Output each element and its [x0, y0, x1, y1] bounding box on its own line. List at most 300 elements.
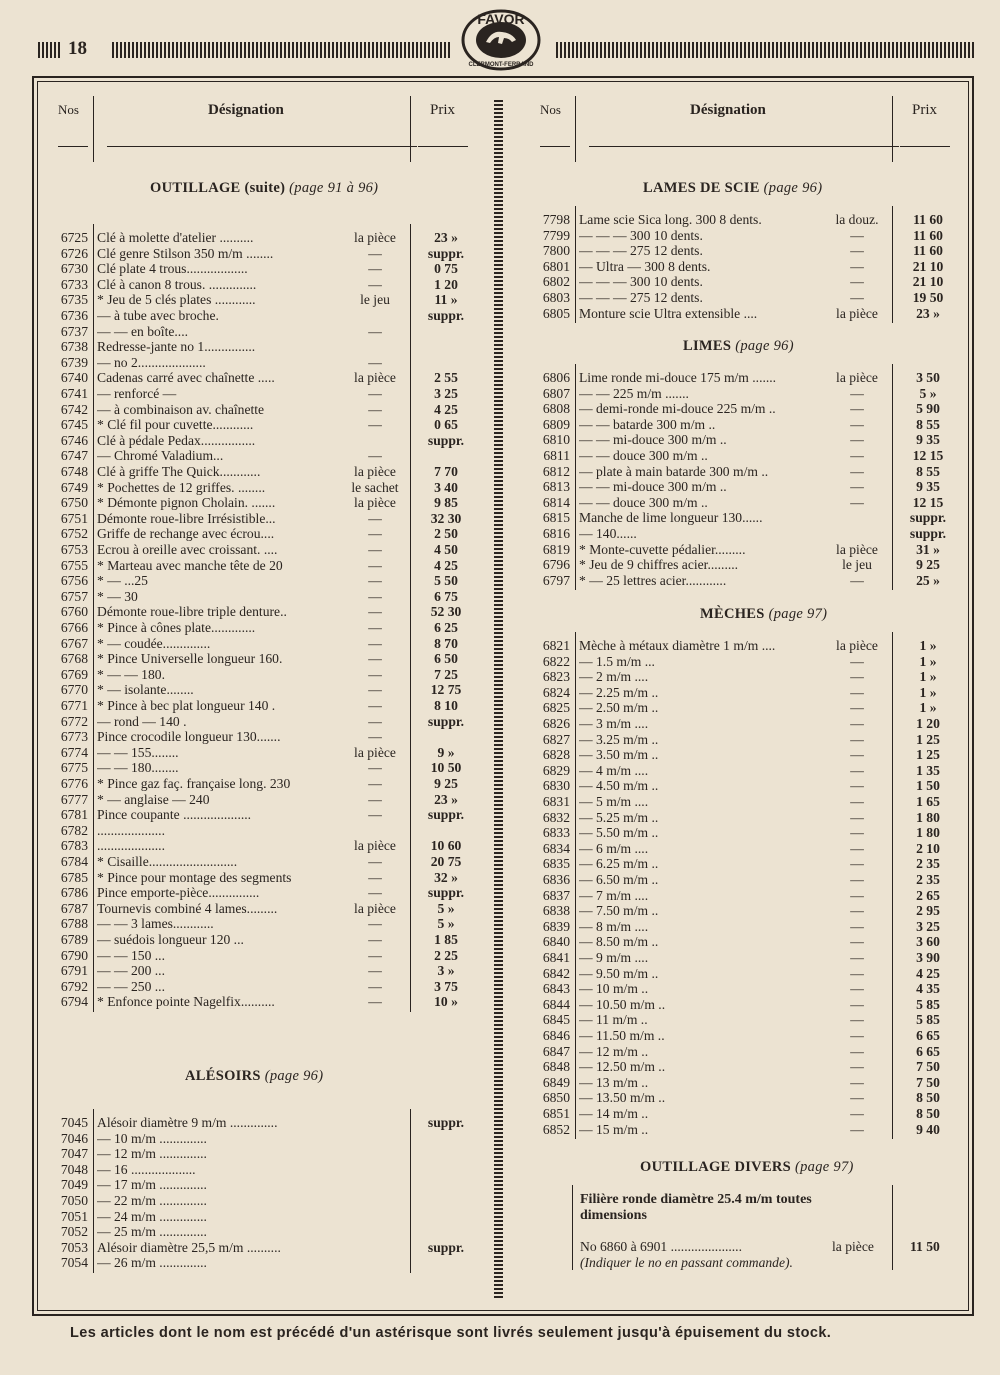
row-number: 6742: [60, 401, 88, 417]
row-price: 8 10: [434, 698, 458, 713]
row-unit: —: [368, 932, 382, 947]
row-number: 6747: [60, 448, 88, 464]
row-number: 7048: [60, 1161, 88, 1177]
row-number: 6733: [60, 276, 88, 292]
row-unit: —: [850, 825, 864, 841]
row-number: 6769: [60, 666, 88, 682]
row-price: 3 25: [434, 386, 458, 401]
row-designation: — — en boîte....: [97, 323, 188, 339]
row-unit: —: [850, 965, 864, 981]
table-row: [0, 495, 1000, 511]
row-price: 32 »: [434, 869, 458, 885]
row-designation: — 5.50 m/m ..: [579, 825, 659, 841]
row-price: 1 »: [919, 684, 937, 700]
section-title: [640, 1159, 854, 1176]
row-designation: — — 225 m/m .......: [579, 385, 689, 401]
row-price: 1 65: [916, 794, 940, 809]
row-number: 7798: [542, 212, 570, 227]
table-row: [0, 448, 1000, 464]
row-unit: —: [850, 731, 864, 747]
row-number: 6745: [60, 417, 88, 433]
row-unit: —: [850, 872, 864, 887]
row-unit: —: [368, 776, 382, 791]
header-dash: [540, 146, 570, 147]
row-designation: — 25 m/m ..............: [97, 1224, 207, 1240]
table-row: [0, 856, 1000, 872]
row-unit: —: [368, 760, 382, 776]
row-unit: —: [850, 778, 864, 794]
row-designation: — 15 m/m ..: [579, 1121, 649, 1137]
row-number: 6794: [60, 994, 88, 1010]
row-number: 6726: [60, 245, 88, 261]
row-price: 3 »: [437, 963, 455, 979]
row-unit: —: [850, 684, 864, 700]
row-number: 6822: [542, 653, 570, 669]
row-unit: le jeu: [842, 557, 872, 573]
row-designation: Manche de lime longueur 130......: [579, 510, 763, 526]
row-price: 1 20: [916, 716, 940, 731]
table-row: [0, 479, 1000, 495]
row-unit: —: [850, 794, 864, 809]
row-price: 5 90: [916, 401, 940, 417]
row-designation: — 17 m/m ..............: [97, 1177, 207, 1193]
row-unit: —: [368, 635, 382, 651]
row-price: 3 40: [434, 479, 458, 495]
row-price: 1 50: [916, 778, 940, 794]
row-price: 21 10: [912, 258, 944, 274]
row-unit: —: [850, 274, 864, 290]
row-price: 1 »: [919, 700, 937, 716]
section-page-ref: (page 91 à 96): [289, 180, 379, 196]
row-unit: —: [368, 963, 382, 979]
row-unit: —: [368, 448, 382, 464]
row-designation: — 3.25 m/m ..: [579, 731, 659, 747]
row-price: 7 50: [916, 1074, 940, 1090]
row-unit: —: [368, 526, 382, 542]
row-number: 6807: [542, 385, 570, 401]
row-designation: — 5 m/m ....: [579, 794, 649, 809]
row-number: 6826: [542, 716, 570, 731]
row-unit: —: [850, 887, 864, 903]
row-designation: — demi-ronde mi-douce 225 m/m ..: [579, 401, 776, 417]
row-number: 6803: [542, 290, 570, 305]
row-designation: — 6.25 m/m ..: [579, 856, 659, 872]
row-designation: — 2.25 m/m ..: [579, 684, 659, 700]
table-row: [0, 791, 1000, 810]
row-designation: ....................: [97, 838, 165, 854]
row-unit: —: [850, 1106, 864, 1121]
row-unit: —: [850, 981, 864, 997]
row-designation: — 12 m/m ..: [579, 1043, 649, 1059]
table-row: [0, 997, 1000, 1013]
row-number: 6813: [542, 479, 570, 495]
row-designation: — 13 m/m ..: [579, 1074, 649, 1090]
row-unit: —: [368, 807, 382, 823]
row-price: 5 85: [916, 1012, 940, 1028]
row-number: 6746: [60, 432, 88, 448]
row-designation: Lime ronde mi-douce 175 m/m .......: [579, 370, 777, 385]
row-unit: —: [850, 494, 864, 510]
row-unit: —: [368, 651, 382, 667]
row-price: 1 25: [916, 731, 940, 747]
header-price-rule: [410, 96, 411, 162]
row-price: 4 25: [434, 401, 458, 417]
row-unit: —: [850, 1059, 864, 1075]
row-unit: —: [368, 947, 382, 963]
row-price: 23 »: [916, 305, 940, 321]
row-number: 6753: [60, 542, 88, 557]
row-designation: * — anglaise — 240: [97, 791, 210, 807]
row-unit: —: [368, 869, 382, 885]
row-number: 6827: [542, 731, 570, 747]
row-number: 6810: [542, 432, 570, 448]
table-row: [0, 654, 1000, 670]
row-designation: * — — 180.: [97, 666, 165, 682]
row-price: 6 75: [434, 588, 458, 604]
row-number: 7054: [60, 1255, 88, 1271]
header-price-rule: [892, 96, 893, 162]
header-nos: Nos: [540, 102, 561, 117]
row-designation: — 12.50 m/m ..: [579, 1059, 666, 1075]
row-price: 5 »: [437, 900, 455, 916]
page-number: 18: [68, 38, 87, 59]
row-number: 6824: [542, 684, 570, 700]
row-unit: —: [850, 1043, 864, 1059]
row-designation: * Pochettes de 12 griffes. ........: [97, 479, 266, 495]
row-unit: —: [850, 918, 864, 934]
row-unit: —: [850, 385, 864, 401]
row-designation: — 8 m/m ....: [579, 918, 649, 934]
row-designation: — 4.50 m/m ..: [579, 778, 659, 794]
row-designation: — 24 m/m ..............: [97, 1208, 207, 1224]
filiere-price-rule: [892, 1185, 893, 1270]
row-designation: * — ...25: [97, 573, 148, 589]
row-number: 6776: [60, 776, 88, 791]
row-designation: — no 2....................: [97, 354, 206, 370]
row-number: 6833: [542, 825, 570, 841]
table-row: [0, 888, 1000, 904]
row-number: 7049: [60, 1177, 88, 1193]
row-designation: — — 150 ...: [97, 947, 165, 963]
row-unit: —: [850, 716, 864, 731]
row-designation: Lame scie Sica long. 300 8 dents.: [579, 212, 762, 227]
table-row: [0, 934, 1000, 950]
row-unit: —: [850, 243, 864, 259]
row-unit: —: [850, 1012, 864, 1028]
row-number: 6808: [542, 401, 570, 417]
row-designation: — 10.50 m/m ..: [579, 996, 666, 1012]
row-number: 6768: [60, 651, 88, 667]
row-price: suppr.: [427, 885, 465, 901]
row-price: 11 60: [913, 227, 943, 243]
row-number: 6851: [542, 1106, 570, 1121]
row-number: 6829: [542, 762, 570, 778]
row-unit: —: [850, 463, 864, 479]
row-unit: —: [368, 666, 382, 682]
table-row: [0, 1106, 1000, 1122]
row-number: 6757: [60, 588, 88, 604]
row-price: 5 50: [434, 573, 458, 589]
table-row: [0, 355, 1000, 371]
row-price: suppr.: [427, 713, 465, 729]
row-designation: — 6.50 m/m ..: [579, 872, 659, 887]
row-price: 12 75: [430, 682, 462, 698]
row-price: 2 50: [434, 526, 458, 542]
row-price: 7 70: [434, 464, 458, 479]
row-designation: — — 155........: [97, 744, 179, 760]
row-number: 6812: [542, 463, 570, 479]
row-number: 6774: [60, 744, 88, 760]
logo-bottom-text: CLERMONT-FERRAND: [468, 62, 534, 68]
row-number: 7799: [542, 227, 570, 243]
row-number: 6782: [60, 822, 88, 838]
row-number: 6831: [542, 794, 570, 809]
row-number: 6825: [542, 700, 570, 716]
row-number: 6785: [60, 869, 88, 885]
row-designation: Clé genre Stilson 350 m/m ........: [97, 245, 274, 261]
row-designation: * Jeu de 5 clés plates ............: [97, 292, 256, 308]
row-number: 6773: [60, 729, 88, 745]
row-unit: —: [368, 791, 382, 807]
row-price: 9 35: [916, 432, 940, 448]
row-unit: —: [850, 762, 864, 778]
table-row: [0, 778, 1000, 794]
table-row: [0, 259, 1000, 275]
table-row: [0, 810, 1000, 826]
row-number: 6806: [542, 370, 570, 385]
row-designation: Pince coupante ....................: [97, 807, 252, 823]
row-designation: — 1.5 m/m ...: [579, 653, 655, 669]
table-row: [0, 744, 1000, 763]
row-unit: la pièce: [836, 370, 878, 385]
row-unit: —: [368, 729, 382, 745]
row-number: 6850: [542, 1090, 570, 1106]
table-row: [0, 386, 1000, 402]
row-designation: * Clé fil pour cuvette............: [97, 417, 254, 433]
header-dash: [589, 146, 899, 147]
row-designation: — — — 300 10 dents.: [579, 227, 703, 243]
row-price: 1 80: [916, 825, 940, 841]
row-price: 5 85: [916, 996, 940, 1012]
row-designation: Démonte roue-libre triple denture..: [97, 604, 287, 620]
row-unit: —: [368, 604, 382, 620]
section-page-ref: (page 96): [264, 1068, 324, 1084]
row-number: 7046: [60, 1130, 88, 1146]
row-price: 3 75: [434, 978, 458, 994]
section-title-suffix: (suite): [240, 180, 290, 196]
row-designation: * Cisaille..........................: [97, 854, 238, 869]
row-price: 25 »: [916, 572, 940, 588]
row-number: 6786: [60, 885, 88, 901]
row-number: 6816: [542, 526, 570, 541]
row-number: 6805: [542, 305, 570, 321]
filiere-line2: dimensions: [580, 1208, 647, 1223]
row-designation: Ecrou à oreille avec croissant. ....: [97, 542, 278, 557]
row-number: 6750: [60, 495, 88, 511]
row-price: 32 30: [430, 510, 462, 526]
row-number: 6777: [60, 791, 88, 807]
row-designation: * Monte-cuvette pédalier.........: [579, 541, 746, 557]
header-nos: Nos: [58, 102, 79, 117]
row-designation: Cadenas carré avec chaînette .....: [97, 370, 275, 386]
table-row: [0, 869, 1000, 888]
row-designation: Alésoir diamètre 25,5 m/m ..........: [97, 1239, 281, 1255]
row-designation: Griffe de rechange avec écrou....: [97, 526, 275, 542]
page-header: [0, 0, 1000, 80]
row-unit: la pièce: [354, 370, 396, 386]
row-price: 9 35: [916, 479, 940, 495]
row-number: 7047: [60, 1146, 88, 1162]
row-designation: — 3.50 m/m ..: [579, 747, 659, 763]
row-price: 2 55: [434, 370, 458, 386]
table-row: [0, 1044, 1000, 1060]
section-title-text: OUTILLAGE DIVERS: [640, 1159, 792, 1175]
table-row: [0, 713, 1000, 732]
row-designation: * Jeu de 9 chiffres acier.........: [579, 557, 739, 573]
row-unit: —: [850, 1090, 864, 1106]
row-designation: * Démonte pignon Cholain. .......: [97, 495, 276, 511]
row-designation: Alésoir diamètre 9 m/m ..............: [97, 1115, 278, 1130]
row-number: 6787: [60, 900, 88, 916]
row-designation: — 5.25 m/m ..: [579, 809, 659, 825]
row-unit: —: [850, 401, 864, 417]
table-row: [0, 417, 1000, 433]
table-row: [0, 966, 1000, 982]
row-number: 6737: [60, 323, 88, 339]
row-price: 4 50: [434, 542, 458, 557]
row-price: suppr.: [427, 432, 465, 448]
row-price: 9 85: [434, 495, 458, 511]
row-number: 6760: [60, 604, 88, 620]
row-price: 6 25: [434, 620, 458, 635]
row-price: suppr.: [427, 308, 465, 323]
row-unit: —: [368, 354, 382, 370]
row-price: suppr.: [427, 245, 465, 261]
row-unit: —: [368, 557, 382, 573]
row-number: 6802: [542, 274, 570, 290]
row-unit: —: [850, 669, 864, 685]
row-unit: —: [368, 386, 382, 401]
row-price: 5 »: [919, 385, 937, 401]
section-page-ref: (page 96): [763, 180, 823, 196]
section-title: [643, 180, 822, 197]
row-number: 6781: [60, 807, 88, 823]
header-dash: [107, 146, 417, 147]
row-designation: — 10 m/m ..: [579, 981, 649, 997]
row-price: 0 75: [434, 261, 458, 277]
row-number: 6784: [60, 854, 88, 869]
row-price: 10 »: [434, 994, 458, 1010]
row-price: 2 35: [916, 856, 940, 872]
row-price: 1 80: [916, 809, 940, 825]
row-price: 12 15: [912, 448, 944, 463]
row-unit: le sachet: [351, 479, 399, 495]
row-unit: —: [850, 653, 864, 669]
filiere-unit: la pièce: [832, 1239, 874, 1254]
row-unit: —: [368, 573, 382, 589]
row-number: 7051: [60, 1208, 88, 1224]
row-price: 23 »: [434, 230, 458, 245]
row-number: 6815: [542, 510, 570, 526]
row-unit: —: [850, 572, 864, 588]
row-designation: Clé à canon 8 trous. ..............: [97, 276, 257, 292]
favor-logo: [458, 6, 544, 72]
row-number: 6838: [542, 903, 570, 919]
header-dash: [418, 146, 468, 147]
row-price: 0 65: [434, 417, 458, 433]
row-number: 6819: [542, 541, 570, 557]
row-designation: * — coudée..............: [97, 635, 211, 651]
row-number: 6849: [542, 1074, 570, 1090]
header-des-rule: [93, 96, 94, 162]
row-designation: — 13.50 m/m ..: [579, 1090, 666, 1106]
row-unit: la pièce: [354, 900, 396, 916]
row-price: 9 25: [916, 557, 940, 573]
section-title-text: OUTILLAGE: [150, 180, 241, 196]
table-row: [0, 1255, 1000, 1271]
row-designation: — — douce 300 m/m ..: [579, 494, 708, 510]
row-number: 6809: [542, 416, 570, 432]
row-number: 6846: [542, 1028, 570, 1043]
row-number: 6752: [60, 526, 88, 542]
table-row: [0, 274, 1000, 290]
row-price: 11 »: [434, 292, 458, 308]
row-price: 3 25: [916, 918, 940, 934]
table-row: [0, 243, 1000, 259]
row-price: 1 35: [916, 762, 940, 778]
row-number: 6844: [542, 996, 570, 1012]
row-price: 2 25: [434, 947, 458, 963]
row-price: 5 »: [437, 916, 455, 932]
row-unit: la douz.: [835, 212, 879, 227]
row-number: 6791: [60, 963, 88, 979]
table-row: [0, 604, 1000, 620]
row-unit: —: [850, 432, 864, 448]
row-number: 6801: [542, 258, 570, 274]
row-designation: — — — 275 12 dents.: [579, 243, 703, 259]
row-number: 6783: [60, 838, 88, 854]
table-row: [0, 635, 1000, 654]
row-unit: —: [850, 479, 864, 495]
logo-top-text: FAVOR: [477, 11, 525, 27]
row-price: 6 65: [916, 1028, 940, 1043]
table-row: [0, 1059, 1000, 1075]
row-price: 11 60: [913, 212, 943, 227]
row-designation: Monture scie Ultra extensible ....: [579, 305, 758, 321]
row-designation: — 11.50 m/m ..: [579, 1028, 665, 1043]
table-row: [0, 1012, 1000, 1028]
row-designation: — — batarde 300 m/m ..: [579, 416, 716, 432]
row-number: 6843: [542, 981, 570, 997]
row-designation: — à tube avec broche.: [97, 308, 219, 323]
row-designation: — 9 m/m ....: [579, 950, 649, 965]
row-designation: — Ultra — 300 8 dents.: [579, 258, 711, 274]
row-unit: —: [368, 542, 382, 557]
row-unit: —: [368, 620, 382, 635]
section-title: [683, 338, 794, 355]
row-number: 6738: [60, 339, 88, 355]
row-price: 4 25: [916, 965, 940, 981]
row-designation: — — — 300 10 dents.: [579, 274, 703, 290]
row-designation: — — 3 lames............: [97, 916, 214, 932]
row-price: 8 55: [916, 416, 940, 432]
table-row: [0, 370, 1000, 386]
row-unit: —: [368, 323, 382, 339]
row-designation: — 140......: [579, 526, 637, 541]
row-designation: * Marteau avec manche tête de 20: [97, 557, 283, 573]
table-row: [0, 1224, 1000, 1240]
row-number: 6841: [542, 950, 570, 965]
